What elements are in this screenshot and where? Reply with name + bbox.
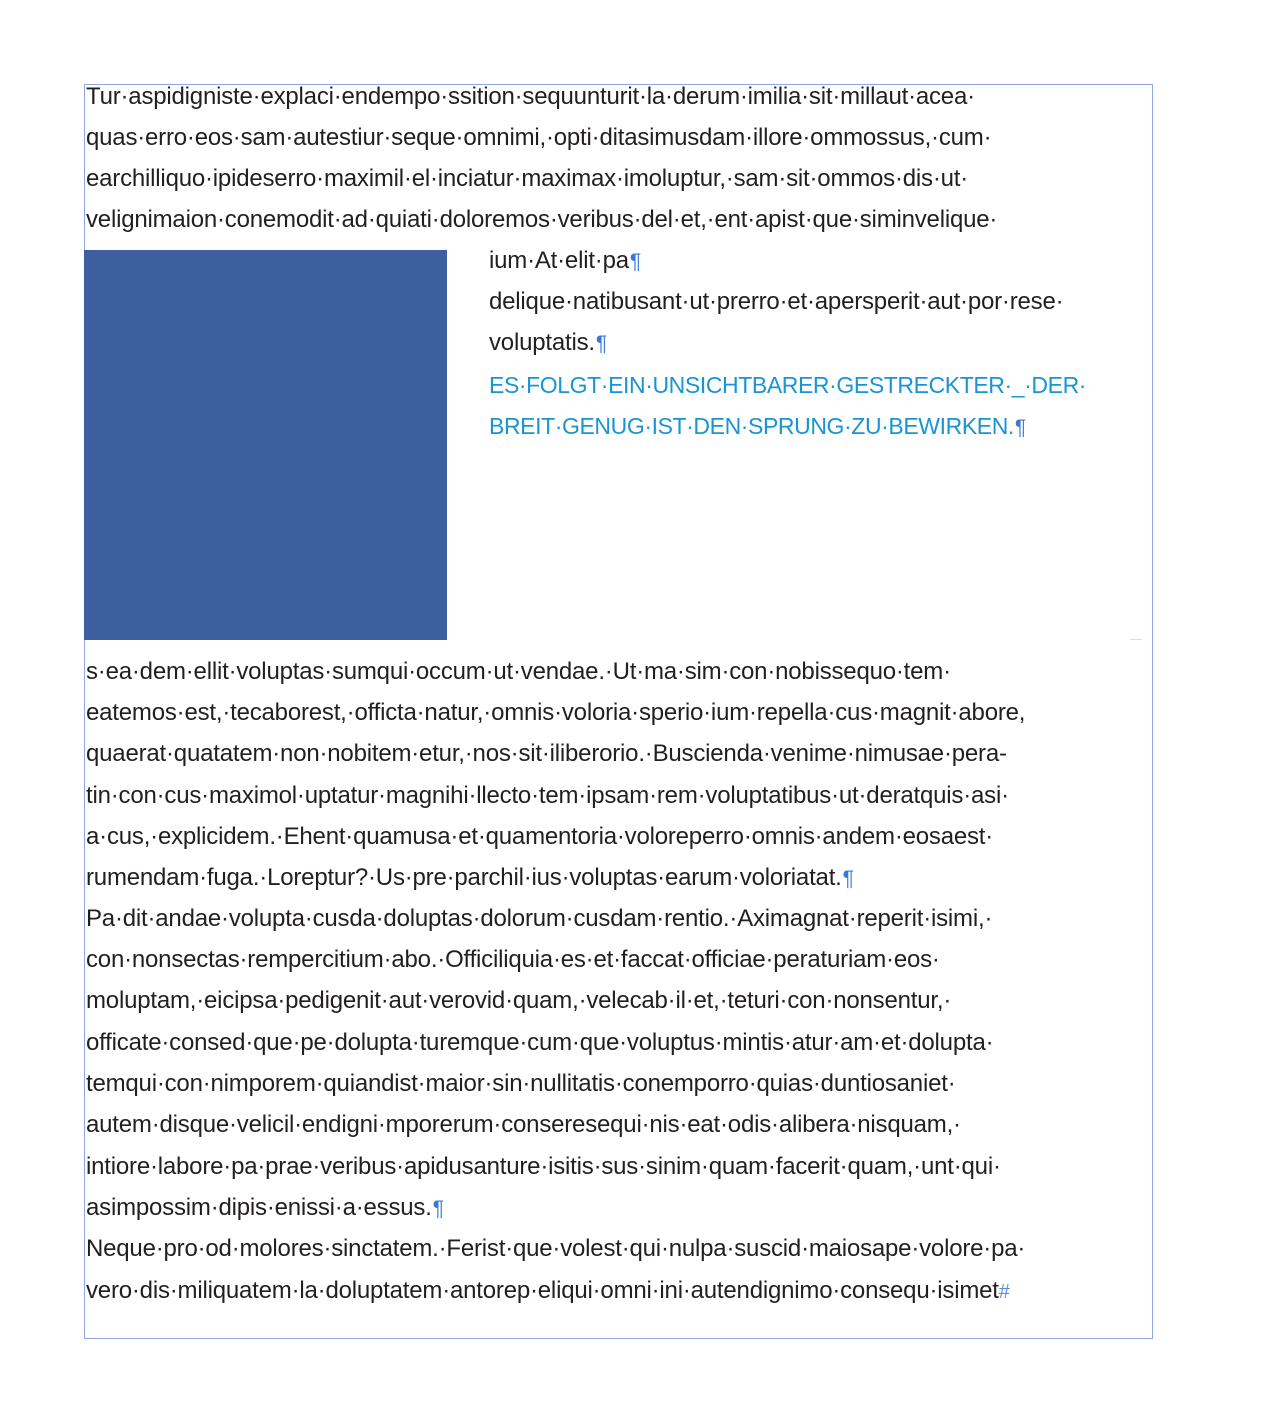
- line-text: vero·dis·miliquatem·la·doluptatem·antorep·eliqui·omni·ini·autendignimo·consequ·isimet: [86, 1277, 999, 1304]
- line-text: ium·At·elit·pa: [489, 247, 629, 274]
- pilcrow-icon: ¶: [432, 1197, 444, 1220]
- body-line: officate·consed·que·pe·dolupta·turemque·cum·que·voluptus·mintis·atur·am·et·dolupta·: [86, 1029, 994, 1056]
- end-of-story-icon: #: [998, 1281, 1010, 1303]
- line-text: rumendam·fuga.·Loreptur?·Us·pre·parchil·ius·voluptas·earum·voloriatat.: [86, 864, 842, 891]
- pilcrow-icon: ¶: [842, 867, 854, 890]
- body-line: earchilliquo·ipideserro·maximil·el·inciatur·maximax·imoluptur,·sam·sit·ommos·dis·ut·: [86, 165, 969, 192]
- line-text: asimpossim·dipis·enissi·a·essus.: [86, 1194, 432, 1221]
- body-line: quas·erro·eos·sam·autestiur·seque·omnimi,·opti·ditasimusdam·illore·ommossus,·cum·: [86, 124, 992, 151]
- wrapped-paragraph-line: [489, 246, 641, 277]
- body-line: [86, 1276, 1010, 1307]
- body-line: Neque·pro·od·molores·sinctatem.·Ferist·que·volest·qui·nulpa·suscid·maiosape·volore·pa·: [86, 1235, 1026, 1262]
- wrapped-paragraph-line: delique·natibusant·ut·prerro·et·apersperit·aut·por·rese·: [489, 288, 1064, 315]
- pilcrow-icon: ¶: [629, 250, 641, 273]
- line-text: voluptatis.: [489, 329, 595, 356]
- body-line: temqui·con·nimporem·quiandist·maior·sin·nullitatis·conemporro·quias·duntiosaniet·: [86, 1070, 956, 1097]
- accent-note-line: ES·FOLGT·EIN·UNSICHTBARER·GESTRECKTER·_·DER·: [489, 372, 1087, 398]
- body-line: tin·con·cus·maximol·uptatur·magnihi·llecto·tem·ipsam·rem·voluptatibus·ut·deratquis·asi·: [86, 782, 1009, 809]
- body-line: quaerat·quatatem·non·nobitem·etur,·nos·sit·iliberorio.·Buscienda·venime·nimusae·pera-: [86, 740, 1007, 767]
- body-line: moluptam,·eicipsa·pedigenit·aut·verovid·quam,·velecab·il·et,·teturi·con·nonsentur,·: [86, 987, 952, 1014]
- pilcrow-icon: ¶: [1014, 416, 1026, 439]
- body-line: con·nonsectas·rempercitium·abo.·Officiliquia·es·et·faccat·officiae·peraturiam·eos·: [86, 946, 940, 973]
- body-line: eatemos·est,·tecaborest,·officta·natur,·omnis·voloria·sperio·ium·repella·cus·magnit·abore,: [86, 699, 1026, 726]
- line-text: BREIT·GENUG·IST·DEN·SPRUNG·ZU·BEWIRKEN.: [489, 413, 1014, 439]
- wrapped-paragraph-line: [489, 328, 607, 359]
- body-line: Tur·aspidigniste·explaci·endempo·ssition·sequunturit·la·derum·imilia·sit·millaut·acea·: [86, 83, 975, 110]
- accent-note-line: [489, 411, 1026, 443]
- text-wrap-boundary-marker: [1130, 639, 1142, 640]
- body-line: [86, 1193, 444, 1224]
- pilcrow-icon: ¶: [595, 332, 607, 355]
- body-line: velignimaion·conemodit·ad·quiati·doloremos·veribus·del·et,·ent·apist·que·siminvelique·: [86, 206, 998, 233]
- body-line: Pa·dit·andae·volupta·cusda·doluptas·dolorum·cusdam·rentio.·Aximagnat·reperit·isimi,·: [86, 905, 993, 932]
- body-line: s·ea·dem·ellit·voluptas·sumqui·occum·ut·vendae.·Ut·ma·sim·con·nobissequo·tem·: [86, 658, 951, 685]
- body-line: a·cus,·explicidem.·Ehent·quamusa·et·quamentoria·voloreperro·omnis·andem·eosaest·: [86, 823, 994, 850]
- body-line: intiore·labore·pa·prae·veribus·apidusanture·isitis·sus·sinim·quam·facerit·quam,·unt·qui·: [86, 1153, 1001, 1180]
- image-frame[interactable]: [84, 250, 447, 640]
- body-line: autem·disque·velicil·endigni·mporerum·conseresequi·nis·eat·odis·alibera·nisquam,·: [86, 1111, 961, 1138]
- body-line: [86, 863, 854, 894]
